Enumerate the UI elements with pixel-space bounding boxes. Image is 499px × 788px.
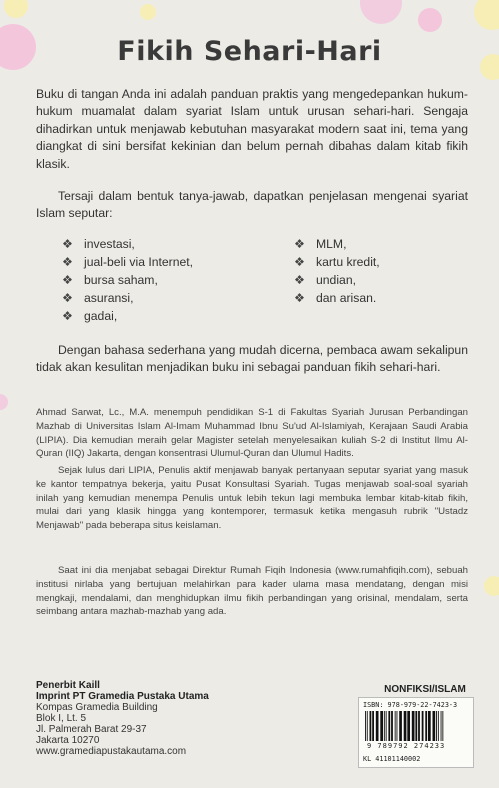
topic-item: ❖ jual-beli via Internet, [62,254,193,271]
barcode-bar [418,711,420,741]
topic-item: ❖ MLM, [294,236,346,253]
decorative-dot [4,0,28,18]
barcode-bar [384,711,385,741]
publisher-building: Kompas Gramedia Building [36,702,158,713]
barcode-bar [365,711,366,741]
topic-item: ❖ dan arisan. [294,290,376,307]
intro-paragraph: Buku di tangan Anda ini adalah panduan praktis yang mengedepankan hukum-hukum muamalat dalam syariat Islam untuk urusan sehari-hari. Sengaja dihadirkan untuk menjawab kebutuhan masyarakat modern saat ini, tema yang diangkat di sini bersifat kekinian dan belum pernah dibahas dalam kitab fikih klasik. [36,87,468,171]
bullet-icon: ❖ [62,291,73,305]
barcode-bar [397,711,398,741]
barcode-bar [380,711,383,741]
bullet-icon: ❖ [62,255,73,269]
barcode-bar [433,711,436,741]
barcode-image [363,711,471,741]
barcode-bar [436,711,437,741]
barcode-number: 9 789792 274233 [367,742,446,750]
publisher-street: Jl. Palmerah Barat 29-37 [36,724,147,735]
bullet-icon: ❖ [294,255,305,269]
barcode-bar [407,711,410,741]
barcode-bar [425,711,427,741]
genre-label: NONFIKSI/ISLAM [384,684,466,695]
topic-item: ❖ kartu kredit, [294,254,380,271]
barcode-bar [386,711,387,741]
bullet-icon: ❖ [62,309,73,323]
decorative-dot [418,8,442,32]
bullet-icon: ❖ [294,273,305,287]
barcode-bar [399,711,402,741]
topic-item: ❖ bursa saham, [62,272,158,289]
closing-paragraph: Dengan bahasa sederhana yang mudah dicerna, pembaca awam sekalipun tidak akan kesulitan menjadikan buku ini sebagai panduan fikih sehari-hari. [36,343,468,375]
barcode-bar [367,711,368,741]
barcode-bar [438,711,439,741]
barcode-bar [422,711,424,741]
isbn-barcode-panel [358,697,474,768]
barcode-bar [376,711,379,741]
barcode-bar [391,711,393,741]
barcode-bar [415,711,417,741]
barcode-bar [388,711,390,741]
topic-item: ❖ gadai, [62,308,117,325]
barcode-bar [428,711,431,741]
barcode-bar [372,711,374,741]
decorative-dot [484,576,499,596]
decorative-dot [0,394,8,410]
barcode-bar [395,711,396,741]
publisher-block: Blok I, Lt. 5 [36,713,87,724]
author-bio-paragraph: Ahmad Sarwat, Lc., M.A. menempuh pendidikan S-1 di Fakultas Syariah Jurusan Perbandingan Mazhab di Universitas Islam Al-Imam Muhammad Ibnu Su'ud Al-Islamiyah, Kerajaan Saudi Arabia (LIPIA). Dia kemudian meraih gelar Magister setelah menyelesaikan kuliah S-2 di Institut Ilmu Al-Quran (IIQ) Jakarta, dengan konsentrasi Ulumul-Quran dan Ulumul Hadits. [36,407,468,460]
author-bio-paragraph: Sejak lulus dari LIPIA, Penulis aktif menjawab banyak pertanyaan seputar syariat yang masuk ke kantor tempatnya bekerja, yaitu Pusat Konsultasi Syariah. Tugas menjawab soal-soal syariah inilah yang kemudian menempa Penulis untuk lebih tekun lagi membuka lembar kitab-kitab fikih, mulai dari yang klasik hingga yang kontemporer, termasuk ketika mengasuh rubrik "Ustadz Menjawab" pada beberapa situs keislaman. [36,465,468,532]
topic-item: ❖ investasi, [62,236,135,253]
publisher-imprint: Imprint PT Gramedia Pustaka Utama [36,691,209,702]
bullet-icon: ❖ [62,237,73,251]
catalog-number: KL 41101140002 [363,755,421,763]
publisher-website: www.gramediapustakautama.com [36,746,187,757]
author-bio-paragraph: Saat ini dia menjabat sebagai Direktur Rumah Fiqih Indonesia (www.rumahfiqih.com), sebuah institusi nirlaba yang bertujuan melahirkan para kader ulama masa mendatang, dengan misi mengkaji, mendalami, dan menghidupkan ilmu fikih perbandingan yang orisinal, mendalam, serta seimbang antara mazhab-mazhab yang ada. [36,565,468,618]
barcode-bar [412,711,415,741]
topic-item: ❖ asuransi, [62,290,133,307]
barcode-bar [441,711,442,741]
publisher-name: Penerbit Kaill [36,680,100,691]
bullet-icon: ❖ [294,237,305,251]
barcode-bar [370,711,372,741]
publisher-city: Jakarta 10270 [36,735,100,746]
topic-item: ❖ undian, [294,272,356,289]
bullet-icon: ❖ [62,273,73,287]
barcode-bar [404,711,407,741]
decorative-dot [474,0,499,30]
barcode-bar [442,711,443,741]
decorative-dot [140,4,156,20]
decorative-dot [360,0,402,24]
isbn-label: ISBN: 978-979-22-7423-3 [363,701,458,709]
bullet-icon: ❖ [294,291,305,305]
book-title: Fikih Sehari-Hari [117,36,382,67]
topics-intro-paragraph: Tersaji dalam bentuk tanya-jawab, dapatkan penjelasan mengenai syariat Islam seputar: [36,189,468,221]
